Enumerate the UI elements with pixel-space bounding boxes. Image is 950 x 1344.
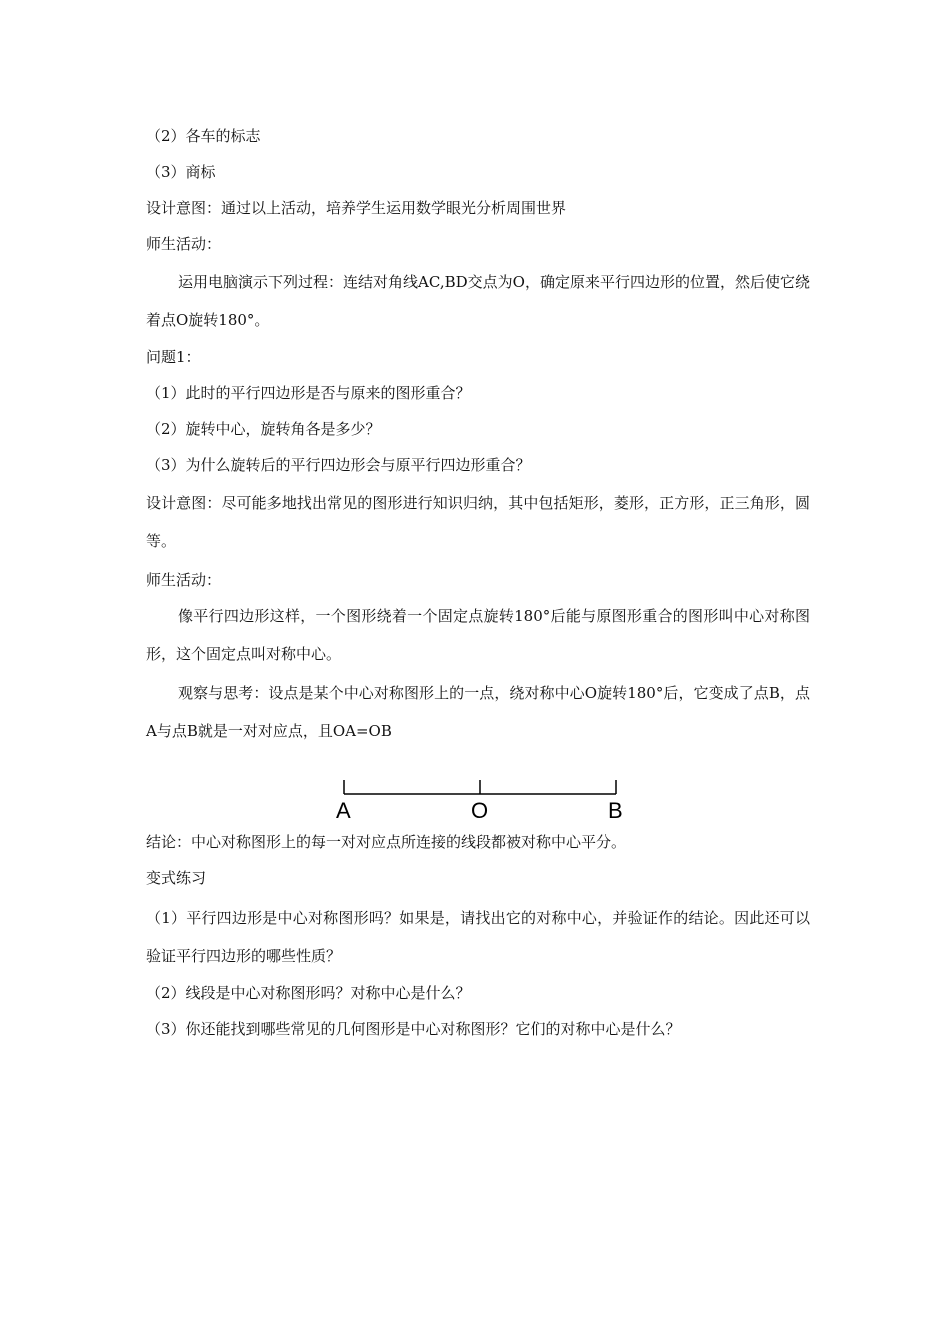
text-line-trademark: （3）商标 xyxy=(146,163,216,181)
label-b: B xyxy=(608,798,623,823)
exercise-2: （2）线段是中心对称图形吗？对称中心是什么？ xyxy=(146,984,471,1002)
exercise-1-paragraph: （1）平行四边形是中心对称图形吗？如果是，请找出它的对称中心，并验证作的结论。因此还可以验证平行四边形的哪些性质？ xyxy=(146,909,810,965)
design-intent-1: 设计意图：通过以上活动，培养学生运用数学眼光分析周围世界 xyxy=(146,199,567,217)
computer-demo-paragraph: 运用电脑演示下列过程：连结对角线AC,BD交点为O，确定原来平行四边形的位置，然后使它绕着点O旋转180°。 xyxy=(146,273,810,329)
teacher-student-activity-heading-2: 师生活动： xyxy=(146,571,222,589)
variation-exercise-heading: 变式练习 xyxy=(146,869,207,887)
teacher-student-activity-heading-1: 师生活动： xyxy=(146,235,222,253)
label-a: A xyxy=(336,798,351,823)
exercise-3: （3）你还能找到哪些常见的几何图形是中心对称图形？它们的对称中心是什么？ xyxy=(146,1020,681,1038)
observe-think-paragraph: 观察与思考：设点是某个中心对称图形上的一点，绕对称中心O旋转180°后，它变成了点B，点A与点B就是一对对应点，且OA=OB xyxy=(146,684,810,740)
question-1-heading: 问题1： xyxy=(146,348,201,366)
definition-paragraph: 像平行四边形这样，一个图形绕着一个固定点旋转180°后能与原图形重合的图形叫中心对称图形，这个固定点叫对称中心。 xyxy=(146,607,810,663)
question-1-item-3: （3）为什么旋转后的平行四边形会与原平行四边形重合？ xyxy=(146,456,531,474)
segment-aob-diagram xyxy=(328,774,628,824)
text-line-car-logos: （2）各车的标志 xyxy=(146,127,261,145)
label-o: O xyxy=(471,798,489,823)
conclusion-line: 结论：中心对称图形上的每一对对应点所连接的线段都被对称中心平分。 xyxy=(146,833,627,851)
question-1-item-2: （2）旋转中心，旋转角各是多少？ xyxy=(146,420,381,438)
question-1-item-1: （1）此时的平行四边形是否与原来的图形重合？ xyxy=(146,384,471,402)
design-intent-2: 设计意图：尽可能多地找出常见的图形进行知识归纳，其中包括矩形，菱形，正方形，正三角形，圆等。 xyxy=(146,494,810,550)
